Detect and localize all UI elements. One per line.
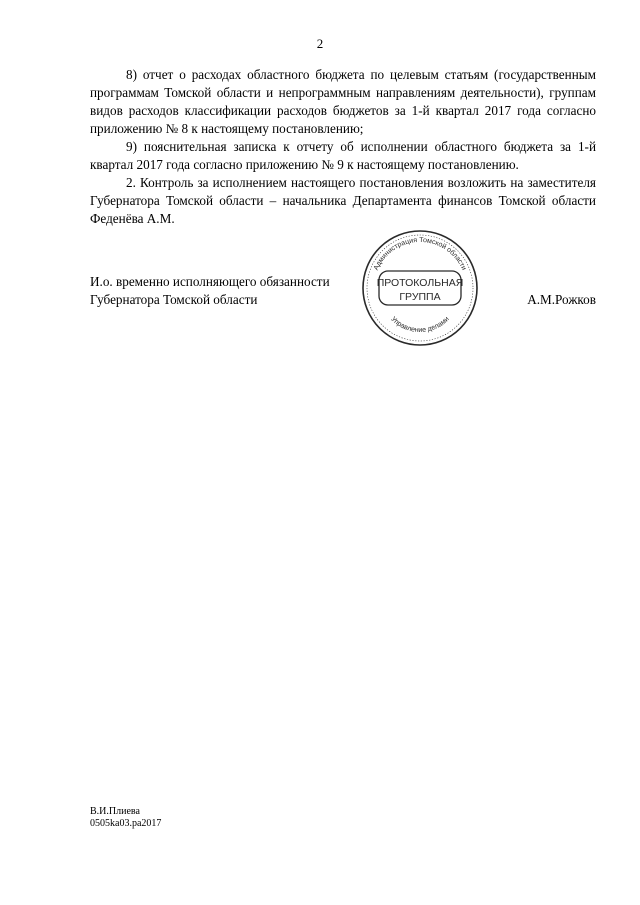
stamp-center-line-2: ГРУППА — [399, 291, 441, 303]
signer-title — [90, 273, 330, 309]
footer — [90, 806, 161, 830]
stamp-ring-top-text: Администрация Томской области — [372, 236, 468, 272]
signer-title-line-1: И.о. временно исполняющего обязанности — [90, 274, 330, 289]
footer-doc-code: 0505ka03.pa2017 — [90, 818, 162, 829]
stamp-seal-graphic — [360, 228, 480, 348]
paragraph-item-8: 8) отчет о расходах областного бюджета по целевым статьям (государственным программам Томской области и непрограммным направлениям деятельности), группам видов расходов классификации расходов бюджетов за 1-й квартал 2017 года согласно приложению № 8 к настоящему постановлению; — [90, 67, 596, 136]
paragraph-control-clause: 2. Контроль за исполнением настоящего постановления возложить на заместителя Губернатора Томской области – начальника Департамента финансов Томской области Феденёва А.М. — [90, 175, 596, 226]
document-body — [90, 66, 596, 228]
signer-title-line-2: Губернатора Томской области — [90, 292, 258, 307]
stamp-center-line-1: ПРОТОКОЛЬНАЯ — [376, 277, 464, 289]
stamp-ring-bottom-text: Управление делами — [389, 315, 451, 335]
official-stamp — [360, 228, 480, 348]
signer-name: А.М.Рожков — [527, 292, 596, 307]
paragraph-item-9: 9) пояснительная записка к отчету об исполнении областного бюджета за 1-й квартал 2017 года согласно приложению № 9 к настоящему постановлению. — [90, 139, 596, 172]
signature-block — [90, 273, 596, 313]
footer-author: В.И.Плиева — [90, 806, 140, 817]
page-number: 2 — [316, 36, 324, 51]
